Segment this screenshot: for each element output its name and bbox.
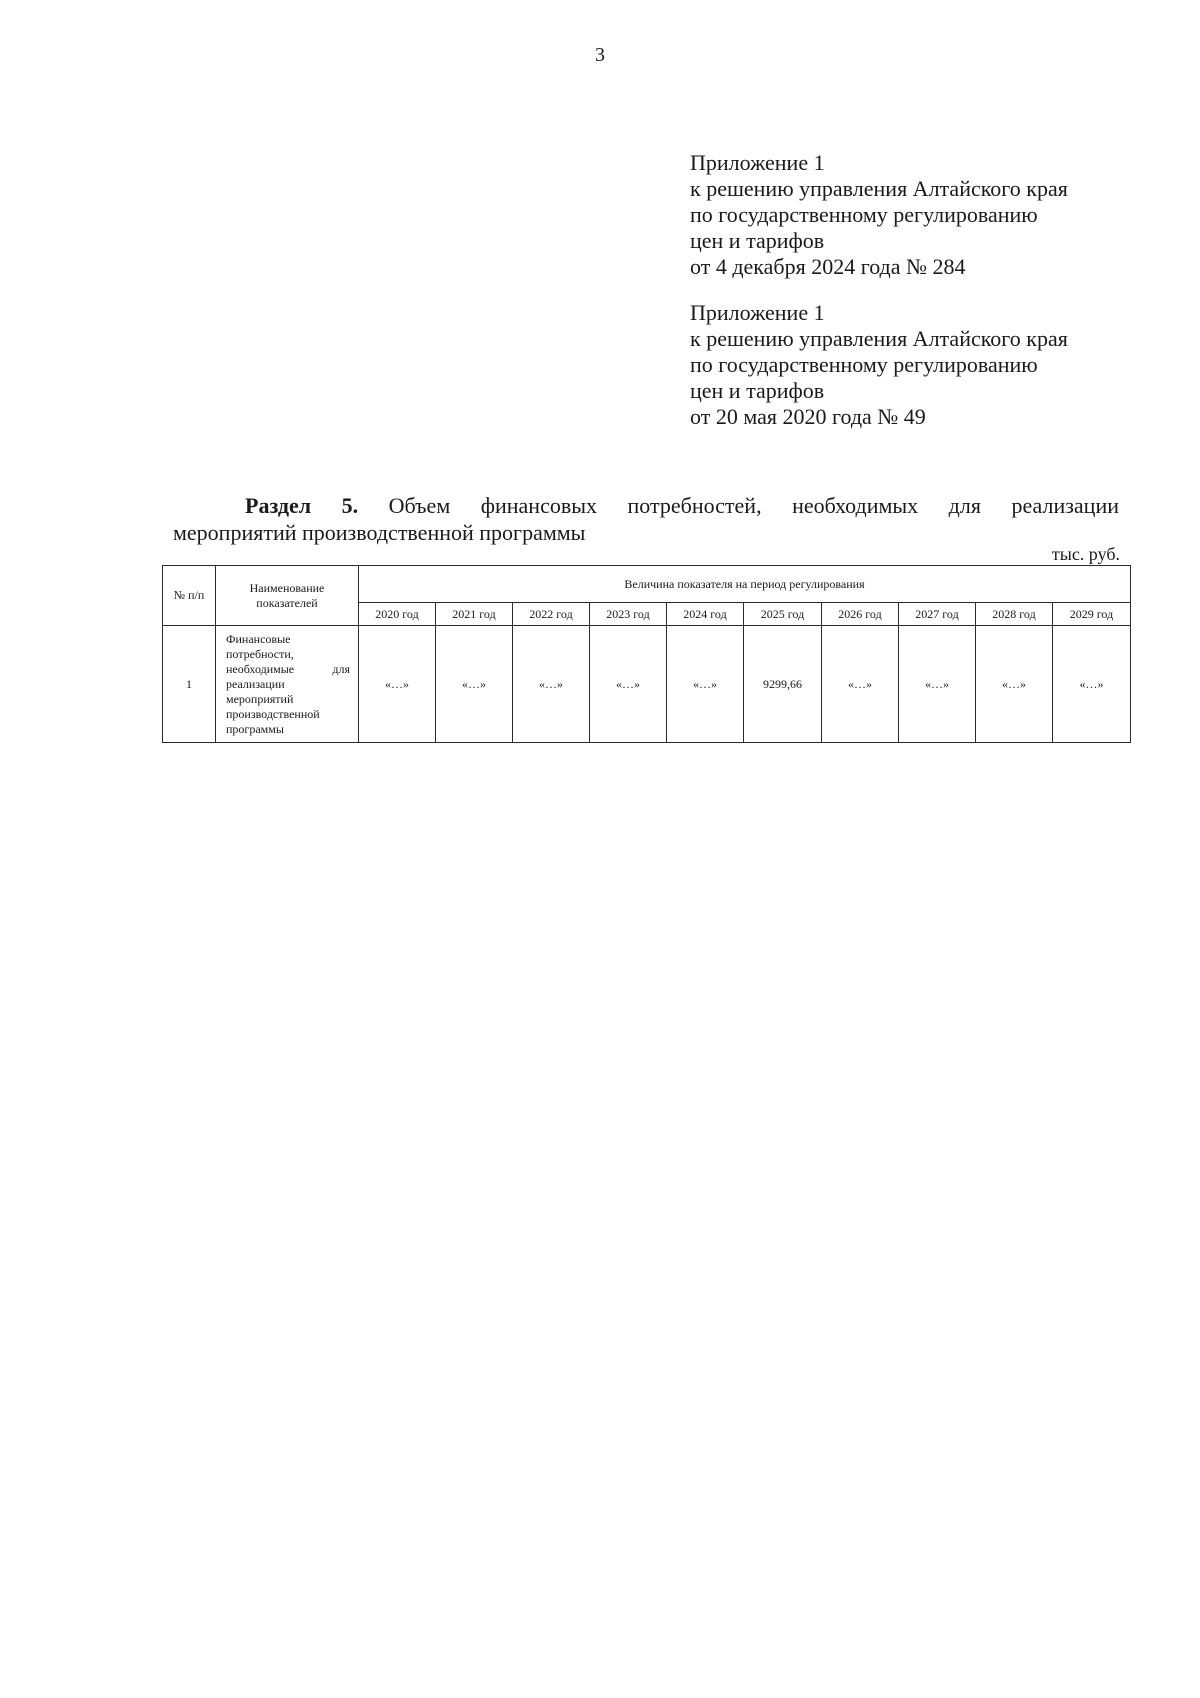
appendix-original-line: цен и тарифов	[690, 378, 825, 403]
header-year: 2024 год	[667, 603, 744, 626]
header-period: Величина показателя на период регулирования	[359, 566, 1131, 603]
row-value: «…»	[590, 626, 667, 743]
header-year: 2029 год	[1053, 603, 1131, 626]
table-header-row	[163, 566, 1131, 603]
appendix-original-line: к решению управления Алтайского края	[690, 326, 1068, 351]
row-value: «…»	[667, 626, 744, 743]
row-value: «…»	[436, 626, 513, 743]
row-value: «…»	[822, 626, 899, 743]
header-number: № п/п	[163, 566, 216, 626]
appendix-current	[690, 150, 1150, 280]
page-number: 3	[595, 44, 605, 66]
row-name: Финансовые потребности, необходимые для реализации мероприятий производственной программы	[216, 626, 359, 743]
row-value: 9299,66	[744, 626, 822, 743]
table-row	[163, 626, 1131, 743]
row-value: «…»	[976, 626, 1053, 743]
row-value: «…»	[899, 626, 976, 743]
appendix-original-line: Приложение 1	[690, 300, 825, 325]
units-label: тыс. руб.	[1051, 544, 1120, 564]
appendix-current-line: Приложение 1	[690, 150, 825, 175]
appendix-current-line: от 4 декабря 2024 года № 284	[690, 254, 966, 279]
header-year: 2025 год	[744, 603, 822, 626]
header-year: 2023 год	[590, 603, 667, 626]
section-title-line2: мероприятий производственной программы	[173, 520, 586, 545]
row-value: «…»	[1053, 626, 1131, 743]
header-year: 2022 год	[513, 603, 590, 626]
header-year: 2020 год	[359, 603, 436, 626]
row-value: «…»	[359, 626, 436, 743]
header-year: 2026 год	[822, 603, 899, 626]
section-title-line1: Объем финансовых потребностей, необходимых для реализации	[388, 493, 1119, 518]
appendix-current-line: цен и тарифов	[690, 228, 825, 253]
header-year: 2028 год	[976, 603, 1053, 626]
header-year: 2027 год	[899, 603, 976, 626]
appendix-original	[690, 300, 1150, 430]
section-label: Раздел 5.	[245, 493, 359, 518]
header-name: Наименование показателей	[216, 566, 359, 626]
appendix-current-line: к решению управления Алтайского края	[690, 176, 1068, 201]
appendix-original-line: по государственному регулированию	[690, 352, 1038, 377]
financial-needs-table	[162, 565, 1131, 743]
appendix-original-line: от 20 мая 2020 года № 49	[690, 404, 926, 429]
appendix-current-line: по государственному регулированию	[690, 202, 1038, 227]
section-heading-line1	[173, 492, 1119, 519]
row-number: 1	[163, 626, 216, 743]
section-heading	[173, 492, 1119, 546]
row-value: «…»	[513, 626, 590, 743]
header-year: 2021 год	[436, 603, 513, 626]
